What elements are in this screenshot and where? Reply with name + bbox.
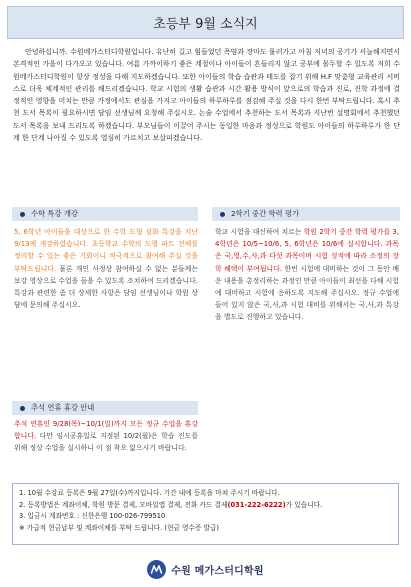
footer	[0, 551, 411, 587]
exam-intro-text: 학교 시험을 대신하여 치르는	[215, 228, 304, 236]
notice-line-2	[19, 500, 392, 512]
exam-section-title: 2학기 중간 학력 평가	[231, 209, 299, 218]
exam-body-text: 한번 시험에 대비하는 것이 그 동안 배운 내용을 총정리하는 과정인 만큼 아이들이 최선을 다해 시험에 대비하고 시험에 응하도록 지도해 주십시오. 정규 수업에 들어 있지 않은 국,사,과 시험 대비를 위해서는 국,사,과 특강을 별도로 진행하고 있습니다.	[215, 264, 399, 322]
holiday-section-title: 추석 연휴 휴강 안내	[31, 403, 95, 412]
newsletter-title: 초등부 9월 소식지	[7, 6, 404, 39]
notice-line-3: 3. 입금시 계좌번호 : 신한은행 100-026-799510	[19, 512, 166, 521]
holiday-highlight-text: 추석 연휴인 9/28(목)~10/1(일)까지 모든 정규 수업을 휴강합니다.	[14, 420, 198, 441]
holiday-section-body	[14, 418, 198, 476]
notice-line-1: 1. 10월 수강료 등록은 9월 27일(수)까지입니다. 기간 내에 등록을 마쳐 주시기 바랍니다.	[19, 489, 280, 497]
holiday-body-text: 다만 임시공휴일로 지정된 10/2(월)은 학습 진도를 위해 정상 수업을 실시하니 이 점 착오 없으시기 바랍니다.	[14, 432, 198, 453]
phone-number: (031-222-6222)	[227, 500, 286, 509]
exam-section-heading	[212, 207, 400, 221]
holiday-section-heading	[12, 401, 198, 415]
notice-line-2-prefix: 2. 등록방법은 계좌이체, 학원 방문 결제, 모바일앱 결제, 전화 카드 결제	[19, 500, 228, 509]
payment-notice-box	[12, 483, 399, 545]
notice-line-2-suffix: 가 있습니다.	[285, 500, 323, 509]
math-section-body	[14, 226, 198, 376]
math-section-heading	[12, 207, 198, 221]
bullet-icon	[220, 212, 225, 217]
academy-name: 수원 메가스터디학원	[171, 565, 264, 577]
notice-line-4: ※ 가급적 현금납부 및 계좌이체를 부탁 드립니다. (현금 영수증 발급)	[19, 523, 220, 532]
bullet-icon	[20, 406, 25, 411]
bullet-icon	[20, 212, 25, 217]
megastudy-logo-icon	[147, 560, 166, 579]
exam-section-body	[215, 226, 399, 398]
math-body-text: 물론 개인 사정상 참여하실 수 없는 분들께는 보강 영상으로 수업을 들을 수 있도록 조치하여 드리겠습니다. 특강과 관련한 좀 더 상세한 사항은 담임 선생님이나 학원 상담에 문의해 주십시오.	[14, 264, 198, 310]
math-section-title: 수학 특강 개강	[31, 209, 78, 218]
intro-paragraph: 안녕하십니까. 수원메가스터디학원입니다. 유난히 길고 힘들었던 폭염과 장마도 물러가고 아침 저녁의 공기가 서늘해지면서 본격적인 가을이 다가오고 있습니다. 여름 가까이하기 좋은 계절이나 아이들이 흔들리지 않고 공부에 몰두할 수 있도록 저희 수원메가스터디학원이 항상 정성을 다해 지도하겠습니다. 또한 아이들의 학습 습관과 태도를 잡기 위해 H.F 맞춤형 교육관리 서비스로 더욱 체계적인 관리를 해드리겠습니다. 학교 시험의 생활 습관과 시간 활용 방식이 앞으로의 학습과 진로, 진학 과정에 결정적인 영향을 미치는 만큼 가정에서도 관심을 가지고 아이들의 하루하루를 점검해 주실 것을 다시 한번 부탁드립니다. 혹시 추천 도서 목록이 필요하시면 담임 선생님께 요청해 주십시오. 논술 수업에서 추천하는 도서 목록과 지난번 설명회에서 추천했던 도서 목록을 보내 드리도록 하겠습니다. 부모님들이 이끌어 주시는 동일한 마음과 정성으로 학원도 아이들의 하루하루가 한 단계 한 단계 나아질 수 있도록 열심히 가르치고 보살피겠습니다.	[13, 48, 400, 143]
exam-highlight-text: 학원 2학기 중간 학력 평가를 3, 4학년은 10/5~10/6, 5, 6학년은 10/6에 실시합니다. 과목은 국,영,수,사,과 다섯 과목이며 시험 성적에 따라 소정의 장학 혜택이 부여됩니다.	[215, 228, 399, 273]
math-highlight-text: 5, 6학년 아이들을 대상으로 한 수학 도형 심화 특강을 지난 9/13에 개강하였습니다. 초등학교 수학의 도형 파트 전체를 정리할 수 있는 좋은 기회이니 적극적으로 참여해 주실 것을 부탁드립니다.	[14, 228, 198, 273]
